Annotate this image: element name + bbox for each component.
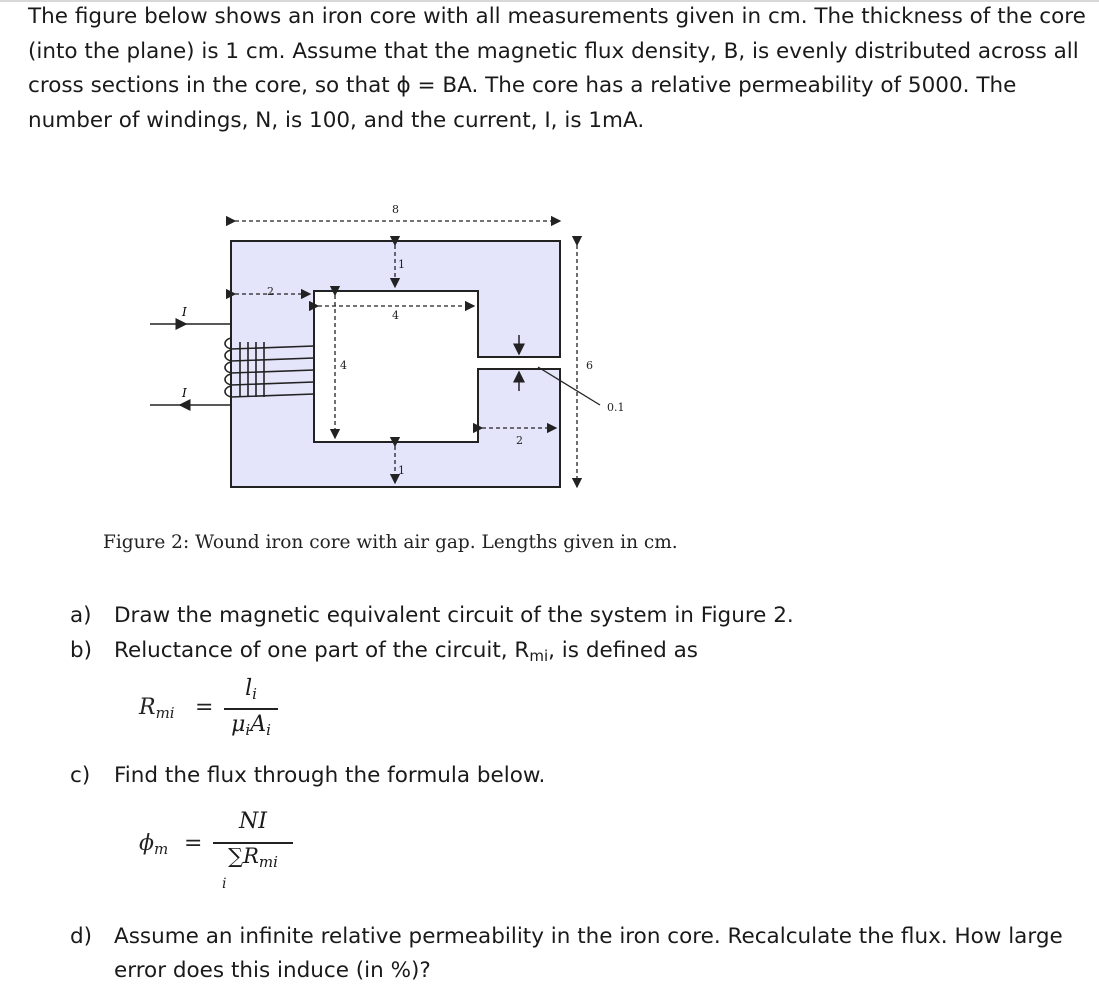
iron-core-shape (231, 241, 560, 487)
formula-phi-den-sub: mi (258, 853, 278, 871)
question-b-subscript: mi (529, 647, 549, 665)
question-b (70, 634, 698, 669)
question-c (70, 759, 545, 793)
question-a-label: a) (70, 603, 92, 628)
label-height-total: 6 (586, 359, 593, 372)
question-b-text-pre: Reluctance of one part of the circuit, R (114, 638, 530, 663)
formula-r-den-a: A (250, 712, 267, 737)
question-d-label: d) (70, 924, 93, 949)
formula-phi-sum-index: i (222, 876, 227, 892)
formula-r-lhs: R (139, 695, 156, 720)
formula-r-fraction-bar (224, 708, 278, 710)
figure-caption: Figure 2: Wound iron core with air gap. Lengths given in cm. (103, 532, 678, 553)
formula-r-den-mu-sub: i (245, 721, 251, 739)
label-top-thickness: 1 (398, 258, 405, 271)
formula-r-equals: = (195, 695, 214, 720)
formula-r-num: l (245, 676, 253, 701)
formula-r-den-mu: μ (231, 712, 246, 737)
formula-phi-equals: = (184, 831, 203, 856)
formula-phi-den: R (243, 844, 259, 868)
formula-r-den-a-sub: i (266, 721, 271, 739)
formula-r-lhs-sub: mi (155, 704, 175, 722)
current-out-label: I (182, 386, 187, 400)
label-width-total: 8 (392, 203, 399, 216)
formula-r-num-sub: i (252, 685, 257, 703)
question-a (70, 599, 794, 633)
question-c-text: Find the flux through the formula below. (114, 763, 546, 788)
question-a-text: Draw the magnetic equivalent circuit of the system in Figure 2. (114, 603, 794, 628)
label-right-leg: 2 (516, 434, 523, 447)
formula-phi-lhs: ϕ (139, 831, 154, 856)
iron-core-figure (140, 195, 640, 505)
question-c-label: c) (70, 763, 91, 788)
formula-phi-lhs-sub: m (154, 840, 169, 858)
question-b-label: b) (70, 638, 93, 663)
question-d (70, 920, 1080, 988)
intro-paragraph: The figure below shows an iron core with all measurements given in cm. The thickness of the core (into the plane) is 1 cm. Assume that the magnetic flux density, B, is evenly distributed across all cross sections in the core, so that ϕ = BA. The core has a relative permeability of 5000. The number of windings, N, is 100, and the current, I, is 1mA. (28, 4, 1086, 133)
formula-phi-num: NI (239, 809, 267, 834)
question-d-text: Assume an infinite relative permeability in the iron core. Recalculate the flux. How large error does this induce (in %)? (114, 924, 1063, 983)
label-window-width: 4 (392, 309, 399, 322)
question-b-text-post: , is defined as (548, 638, 698, 663)
label-bottom-thickness: 1 (398, 464, 405, 477)
current-in-label: I (182, 305, 187, 319)
label-window-height: 4 (340, 359, 347, 372)
label-gap: 0.1 (607, 401, 625, 414)
formula-phi-sum: ∑ (228, 844, 244, 868)
label-left-leg: 2 (267, 285, 274, 298)
